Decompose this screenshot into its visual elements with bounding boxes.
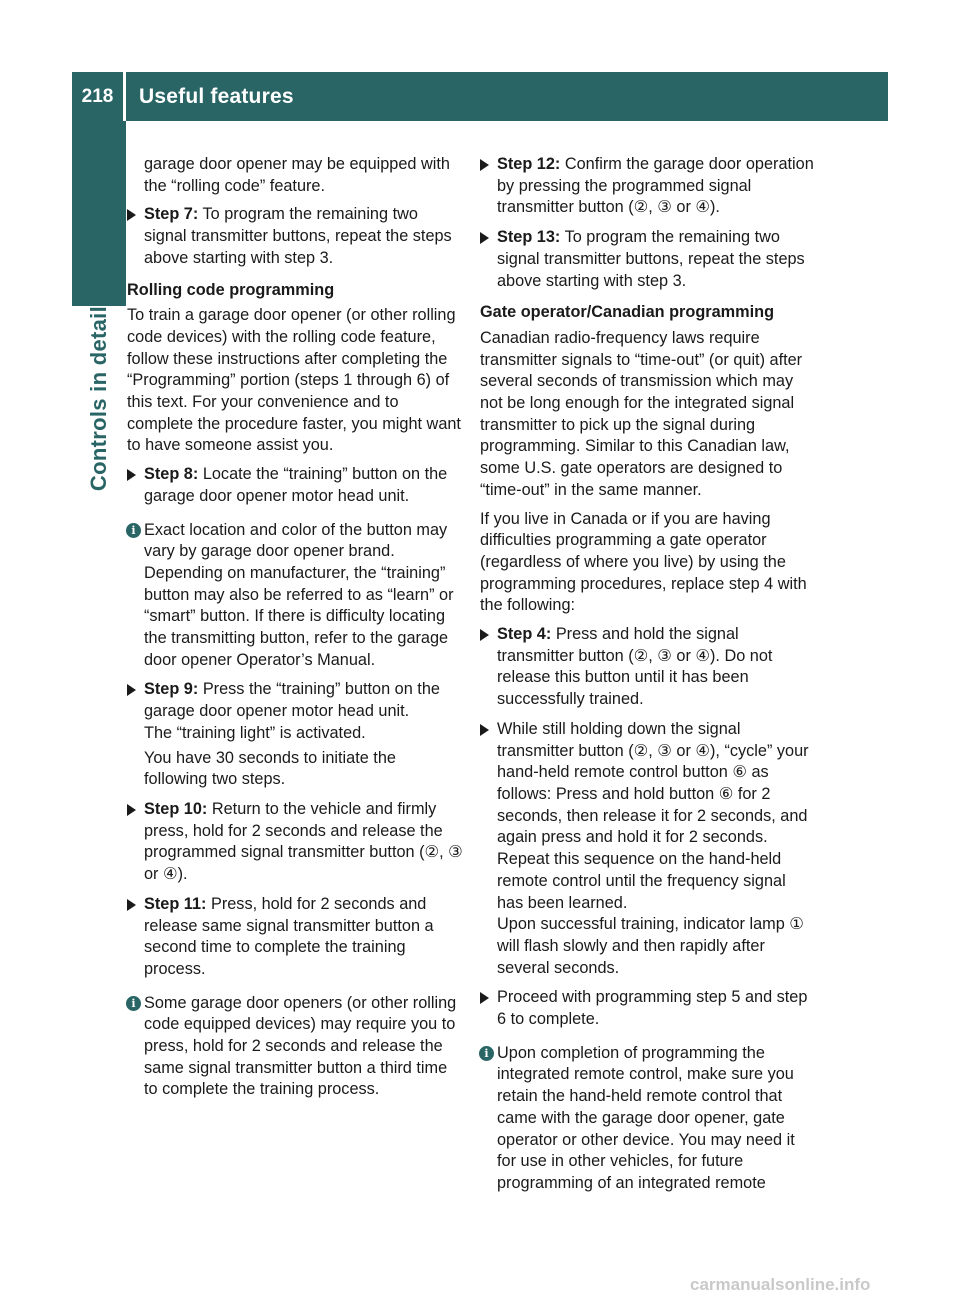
triangle-arrow-icon (480, 159, 489, 171)
step-label: Step 12: (497, 155, 561, 173)
step-text: While still holding down the signal transmitter button (②, ③ or ④), “cycle” your hand-held remote control button ⑥ as follows: Press and hold button ⑥ for 2 seconds, then release it for 2 seconds, and again press and hold it for 2 seconds. Repeat this sequence on the hand-held remote control until the frequency signal has been learned. (497, 719, 809, 912)
triangle-arrow-icon (127, 684, 136, 696)
step-cycle (480, 719, 816, 979)
step-text: Locate the “training” button on the garage door opener motor head unit. (144, 465, 448, 505)
step-label: Step 7: (144, 205, 199, 224)
left-column (127, 154, 463, 1109)
step-label: Step 9: (144, 680, 199, 699)
step-9 (127, 679, 463, 791)
step-text: Confirm the garage door operation by pressing the programmed signal transmitter button (②, ③ or ④). (497, 155, 814, 217)
step-proceed (480, 987, 816, 1030)
info-note-2 (127, 993, 463, 1102)
step-11 (127, 894, 463, 981)
note-text: Exact location and color of the button may vary by garage door opener brand. Depending on manufacturer, the “training” button may also be referred to as “learn” or “smart” button. If there is difficulty locating the transmitting button, refer to the garage door opener Operator’s Manual. (144, 520, 454, 669)
step-12 (480, 154, 816, 219)
triangle-arrow-icon (480, 724, 489, 736)
step-4 (480, 624, 816, 711)
info-icon: i (126, 996, 141, 1011)
step-label: Step 13: (497, 228, 561, 247)
side-tab (72, 121, 126, 306)
info-icon: i (126, 523, 141, 538)
step-13 (480, 227, 816, 292)
step-label: Step 4: (497, 625, 552, 644)
step-10 (127, 799, 463, 886)
right-column (480, 154, 816, 1203)
triangle-arrow-icon (127, 899, 136, 911)
step-text: Proceed with programming step 5 and step 6 to complete. (497, 988, 808, 1029)
step-text: Press and hold the signal transmitter button (②, ③ or ④). Do not release this button until it has been successfully trained. (497, 625, 773, 709)
step-text: Return to the vehicle and firmly press, hold for 2 seconds and release the programmed signal transmitter button (②, ③ or ④). (144, 799, 463, 884)
note-text: Some garage door openers (or other rolling code equipped devices) may require you to press, hold for 2 seconds and release the same signal transmitter button a third time to complete the training process. (144, 993, 457, 1099)
info-note-1 (127, 520, 463, 672)
rolling-heading: Rolling code programming (127, 280, 335, 299)
page-number: 218 (72, 72, 126, 121)
step-label: Step 11: (144, 894, 207, 913)
rolling-body: To train a garage door opener (or other rolling code devices) with the rolling code feature, follow these instructions after completing the “Programming” portion (steps 1 through 6) of this text. For your convenience and to complete the procedure faster, you might want to have someone assist you. (127, 306, 461, 455)
page-header (72, 72, 888, 121)
note-text: Upon completion of programming the integrated remote control, make sure you retain the hand-held remote control that came with the garage door opener, gate operator or other device. You may need it for use in other vehicles, for future programming of an integrated remote (497, 1043, 795, 1192)
gate-body-1: Canadian radio-frequency laws require transmitter signals to “time-out” (or quit) after several seconds of transmission which may not be long enough for the integrated signal transmitter to pick up the signal during programming. Similar to this Canadian law, some U.S. gate operators are designed to “time-out” in the same manner. (480, 328, 803, 499)
step-text: Press, hold for 2 seconds and release same signal transmitter button a second time to complete the training process. (144, 894, 434, 978)
triangle-arrow-icon (480, 629, 489, 641)
watermark: carmanualsonline.info (690, 1275, 871, 1294)
info-note-3 (480, 1043, 816, 1195)
triangle-arrow-icon (127, 469, 136, 481)
side-label-container (72, 306, 126, 546)
gate-body-2: If you live in Canada or if you are having difficulties programming a gate operator (regardless of where you live) by using the programming procedures, replace step 4 with the following: (480, 509, 807, 615)
triangle-arrow-icon (480, 232, 489, 244)
triangle-arrow-icon (127, 804, 136, 816)
step-sub-text: Upon successful training, indicator lamp ① will flash slowly and then rapidly after several seconds. (497, 915, 804, 977)
section-title: Useful features (139, 84, 294, 108)
gate-heading: Gate operator/Canadian programming (480, 303, 775, 322)
side-label: Controls in detail (86, 306, 111, 492)
intro-text: garage door opener may be equipped with the “rolling code” feature. (144, 155, 450, 195)
step-text: To program the remaining two signal transmitter buttons, repeat the steps above starting with step 3. (497, 228, 805, 290)
step-extra-text: You have 30 seconds to initiate the following two steps. (144, 748, 396, 789)
step-label: Step 10: (144, 799, 208, 818)
step-8 (127, 464, 463, 507)
step-sub-text: The “training light” is activated. (144, 723, 366, 742)
info-icon: i (479, 1046, 494, 1061)
step-text: To program the remaining two signal transmitter buttons, repeat the steps above starting with step 3. (144, 205, 452, 267)
triangle-arrow-icon (127, 209, 136, 221)
step-label: Step 8: (144, 465, 199, 484)
triangle-arrow-icon (480, 992, 489, 1004)
step-7 (127, 204, 463, 269)
step-text: Press the “training” button on the garage door opener motor head unit. (144, 680, 440, 721)
